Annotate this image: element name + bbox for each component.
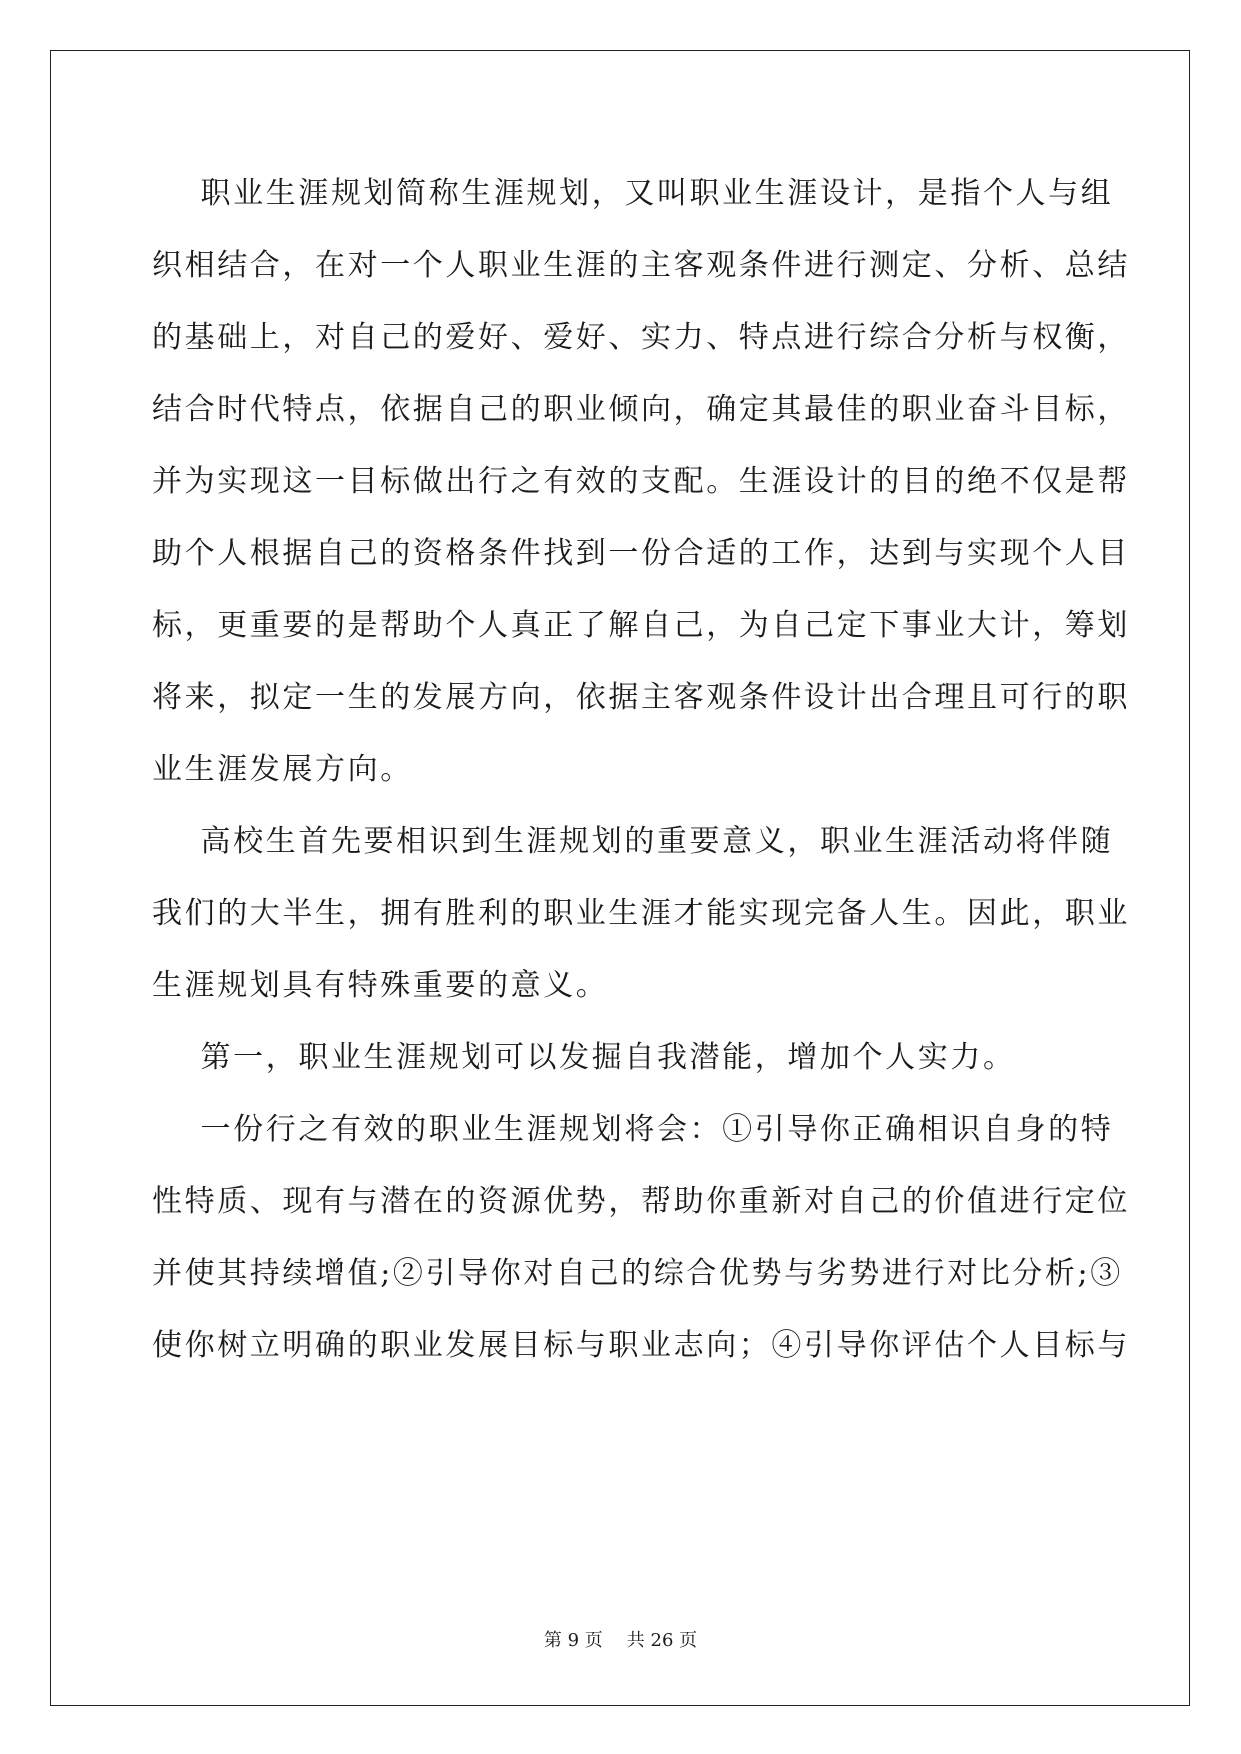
document-body xyxy=(152,158,1130,1382)
total-pages: 共 26 页 xyxy=(626,1630,698,1651)
text-line: 的基础上，对自己的爱好、爱好、实力、特点进行综合分析与权衡， xyxy=(152,320,1130,355)
text-line: 结合时代特点，依据自己的职业倾向，确定其最佳的职业奋斗目标， xyxy=(152,392,1130,427)
text-line: 助个人根据自己的资格条件找到一份合适的工作，达到与实现个人目 xyxy=(152,536,1130,571)
text-line: 我们的大半生，拥有胜利的职业生涯才能实现完备人生。因此，职业 xyxy=(152,896,1130,931)
page-number: 第 9 页 xyxy=(543,1630,603,1651)
text-line: 第一，职业生涯规划可以发掘自我潜能，增加个人实力。 xyxy=(152,1040,1016,1075)
text-line: 一份行之有效的职业生涯规划将会：①引导你正确相识自身的特 xyxy=(152,1112,1114,1147)
page-footer xyxy=(0,1626,1241,1652)
text-line: 生涯规划具有特殊重要的意义。 xyxy=(152,968,609,1003)
text-line: 高校生首先要相识到生涯规划的重要意义，职业生涯活动将伴随 xyxy=(152,824,1114,859)
text-line: 使你树立明确的职业发展目标与职业志向；④引导你评估个人目标与 xyxy=(152,1328,1130,1363)
text-line: 将来，拟定一生的发展方向，依据主客观条件设计出合理且可行的职 xyxy=(152,680,1130,715)
text-line: 并使其持续增值;②引导你对自己的综合优势与劣势进行对比分析;③ xyxy=(152,1256,1123,1291)
text-line: 织相结合，在对一个人职业生涯的主客观条件进行测定、分析、总结 xyxy=(152,248,1130,283)
text-line: 并为实现这一目标做出行之有效的支配。生涯设计的目的绝不仅是帮 xyxy=(152,464,1130,499)
text-line: 性特质、现有与潜在的资源优势，帮助你重新对自己的价值进行定位 xyxy=(152,1184,1130,1219)
text-line: 职业生涯规划简称生涯规划，又叫职业生涯设计，是指个人与组 xyxy=(152,176,1114,211)
text-line: 业生涯发展方向。 xyxy=(152,752,413,787)
text-line: 标，更重要的是帮助个人真正了解自己，为自己定下事业大计，筹划 xyxy=(152,608,1130,643)
